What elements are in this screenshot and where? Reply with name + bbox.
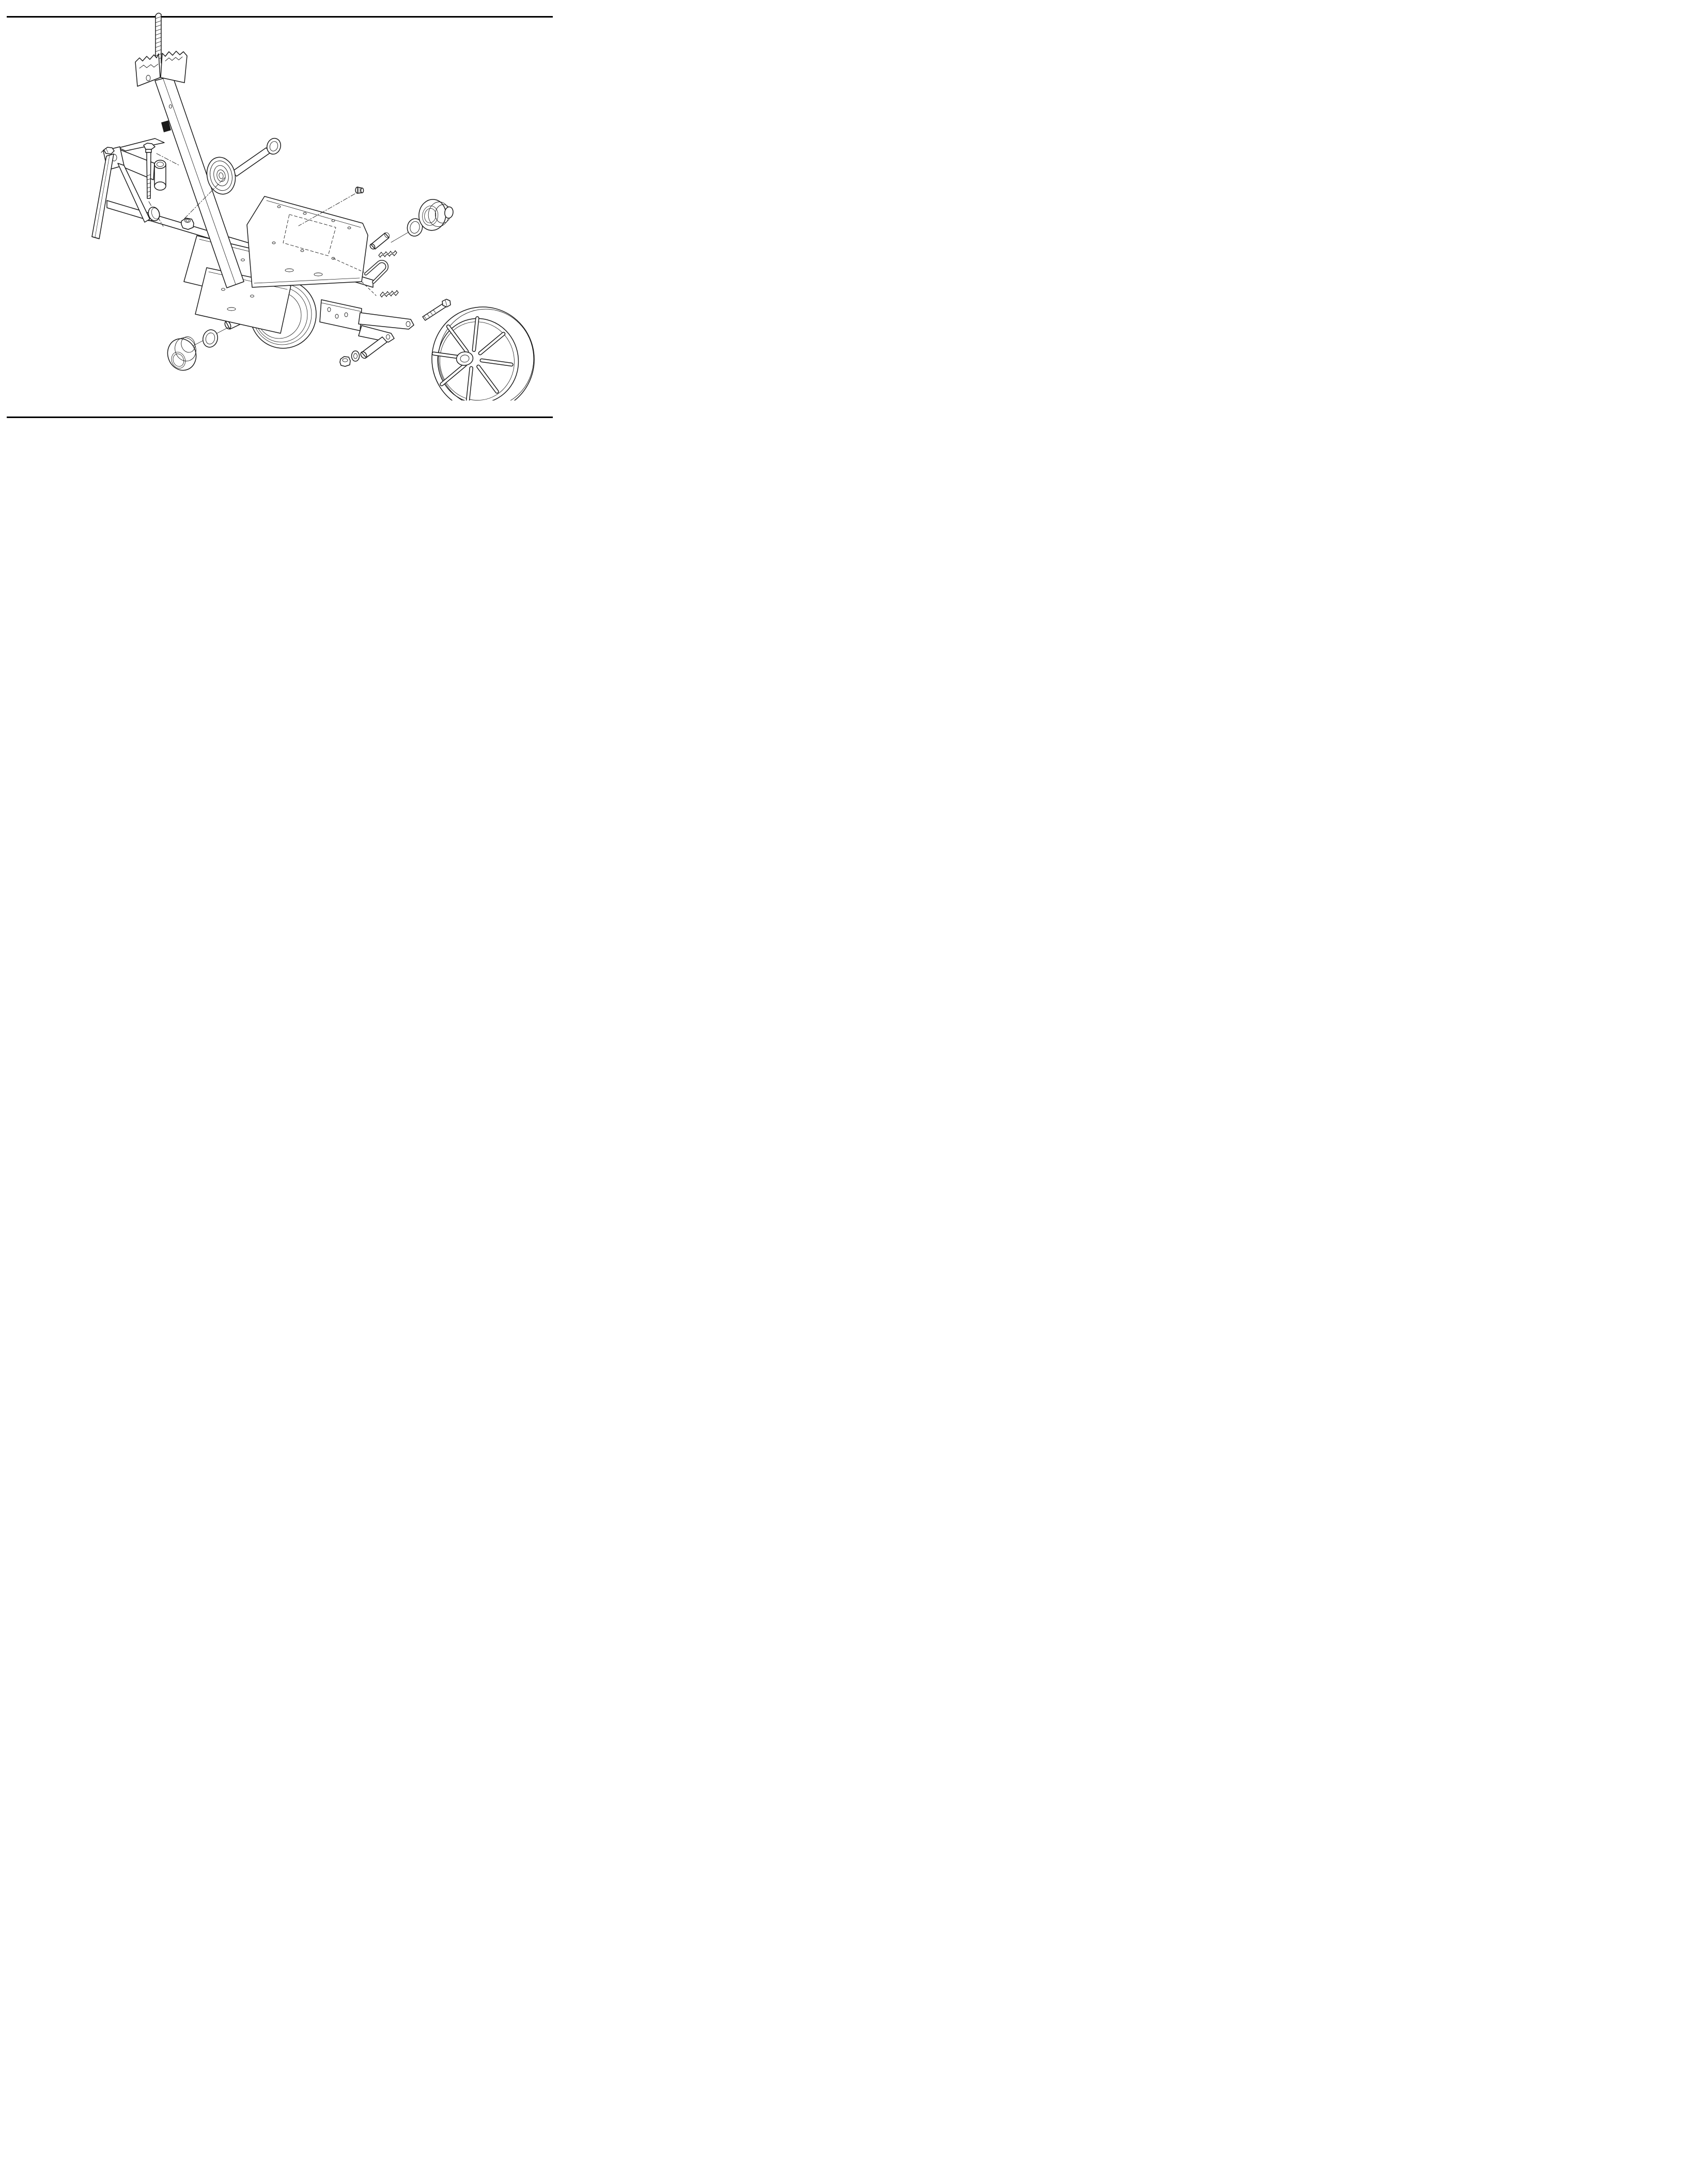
arm-bushing bbox=[154, 160, 166, 190]
bolt-8 bbox=[423, 299, 451, 320]
table-header bbox=[19, 424, 553, 438]
handlebar-clamp bbox=[135, 13, 187, 86]
seal-and-protection-left bbox=[163, 327, 229, 374]
wheel-5 bbox=[425, 300, 541, 400]
leg-pivot-bolt bbox=[101, 147, 114, 154]
leg-assembly bbox=[92, 138, 166, 239]
seal-and-protection-right bbox=[391, 198, 455, 242]
parts-catalog-page bbox=[0, 0, 569, 719]
nut-7 bbox=[340, 357, 350, 366]
spacer-4 bbox=[360, 337, 387, 360]
clip-12-upper bbox=[379, 251, 397, 257]
title-rule-table bbox=[7, 417, 553, 418]
washer-6 bbox=[352, 351, 360, 361]
nut-11 bbox=[181, 218, 194, 229]
pin-3 bbox=[369, 232, 390, 250]
wheel-support-fork bbox=[320, 300, 414, 342]
exploded-parts-drawing bbox=[0, 0, 569, 400]
chassis-plate bbox=[247, 196, 368, 287]
